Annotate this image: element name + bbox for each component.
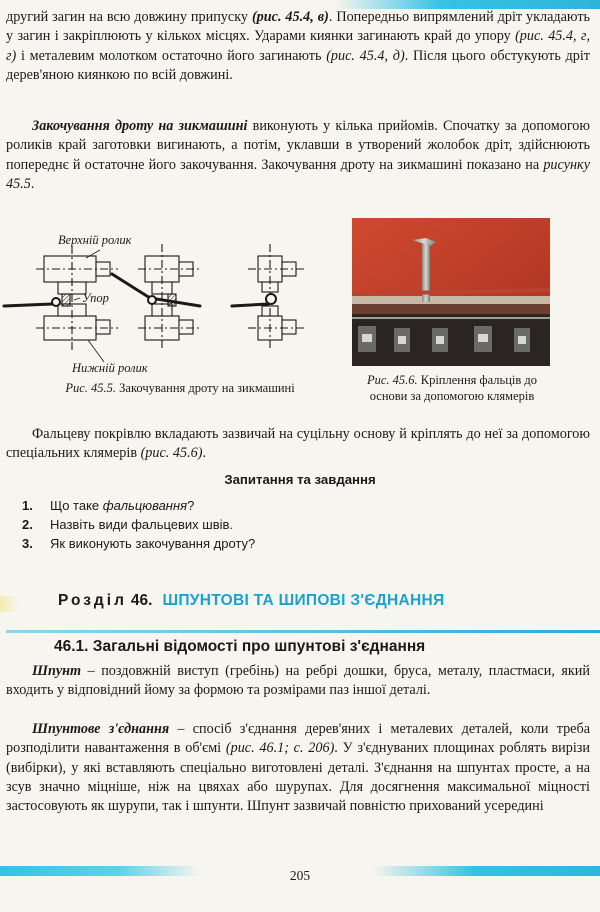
- list-item: 1. Що таке фальцювання?: [22, 498, 195, 513]
- figure-reference: (рис. 45.4, д): [326, 47, 405, 64]
- wire-stage-2: [148, 296, 156, 304]
- term-tongue-joint: Шпунтове з'єднання: [32, 721, 170, 737]
- questions-title: Запитання та завдання: [224, 472, 376, 487]
- intro-paragraph-1: другий загин на всю довжину припуску (рис. 45.4, в). Попередньо випрямлений дріт укладають у загин і закріплюють у кількох місцях. Ударами киянки загинають край до упору (рис. 45.4, г, г) і металевим молотком остаточно його загинають (рис. 45.4, д). Після цього обстукують дріт дерев'яною киянкою по всій довжині.: [6, 9, 591, 83]
- label-stop: Упор: [82, 291, 109, 305]
- section-heading: Розділ 46. ШПУНТОВІ ТА ШИПОВІ З'ЄДНАННЯ: [58, 592, 445, 609]
- sheet-blank-stage-1: [4, 304, 52, 306]
- wire-stage-1: [52, 298, 60, 306]
- list-item: 2. Назвіть види фальцевих швів.: [22, 517, 234, 532]
- subsection-heading: 46.1. Загальні відомості про шпунтові з'єднання: [54, 638, 426, 655]
- section-decor: [0, 596, 18, 612]
- paragraph-tongue-definition: Шпунт – поздовжній виступ (гребінь) на ребрі дошки, бруса, металу, пластмаси, який входить у відповідний йому за формою та розмірами паз іншої деталі.: [6, 663, 590, 699]
- sheet-blank-stage-3: [232, 304, 268, 306]
- caption-figure-45-5: Рис. 45.5. Закочування дроту на зикмашині: [65, 381, 295, 395]
- paragraph-roofing: Фальцеву покрівлю вкладають зазвичай на суцільну основу й кріплять до неї за допомогою спеціальних клямерів (рис. 45.6).: [6, 426, 590, 462]
- roof-clamp-photo: [352, 218, 550, 366]
- list-item: 3. Як виконують закочування дроту?: [22, 536, 256, 551]
- questions-list: [22, 496, 255, 553]
- figure-reference: (рис. 45.4, в): [251, 9, 329, 25]
- wire-stage-3: [266, 294, 276, 304]
- caption-figure-45-6: Рис. 45.6. Кріплення фальців до основи за допомогою клямерів: [366, 373, 538, 403]
- figure-reference: (рис. 45.6): [140, 445, 203, 462]
- figure-reference: рисунку 45.5: [6, 156, 590, 192]
- label-bottom-roller: Нижній ролик: [72, 361, 148, 375]
- roller-pair-stage-3: [248, 244, 306, 350]
- figure-reference: (рис. 46.1; с. 206): [225, 740, 335, 757]
- intro-paragraph-2: Закочування дроту на зикмашині виконують у кілька прийомів. Спочатку за допомогою роликів край заготовки вигинають, а потім, уклавши в утворений жолобок дріт, здійснюють попереднє й остаточне його закочування. Закочування дроту на зикмашині показано на рисунку 45.5.: [6, 118, 590, 192]
- wire-rolling-diagram: [0, 228, 345, 378]
- term-wire-rolling: Закочування дроту на зикмашині: [32, 118, 248, 134]
- figure-reference: (рис. 45.4, г, г): [6, 28, 590, 64]
- section-rule: [6, 630, 600, 633]
- label-top-roller: Верхній ролик: [58, 233, 132, 247]
- page-number: 205: [289, 868, 311, 883]
- term-tongue: Шпунт: [32, 663, 82, 679]
- paragraph-tongue-joint: Шпунтове з'єднання – спосіб з'єднання дерев'яних і металевих деталей, коли треба розподілити навантаження в об'ємі (рис. 46.1; с. 206). У з'єднуваних площинах роблять вирізи (вибірки), у які вставляють спеціально виготовлені деталі. З'єднання на шпунтах просте, а на зсув значно міцніше, ніж на цвяхах або шурупах. Для досягнення максимальної міцності застосовують як шурупи, так і шпунти. Шпунт зазвичай повністю прихований усередині: [6, 721, 591, 815]
